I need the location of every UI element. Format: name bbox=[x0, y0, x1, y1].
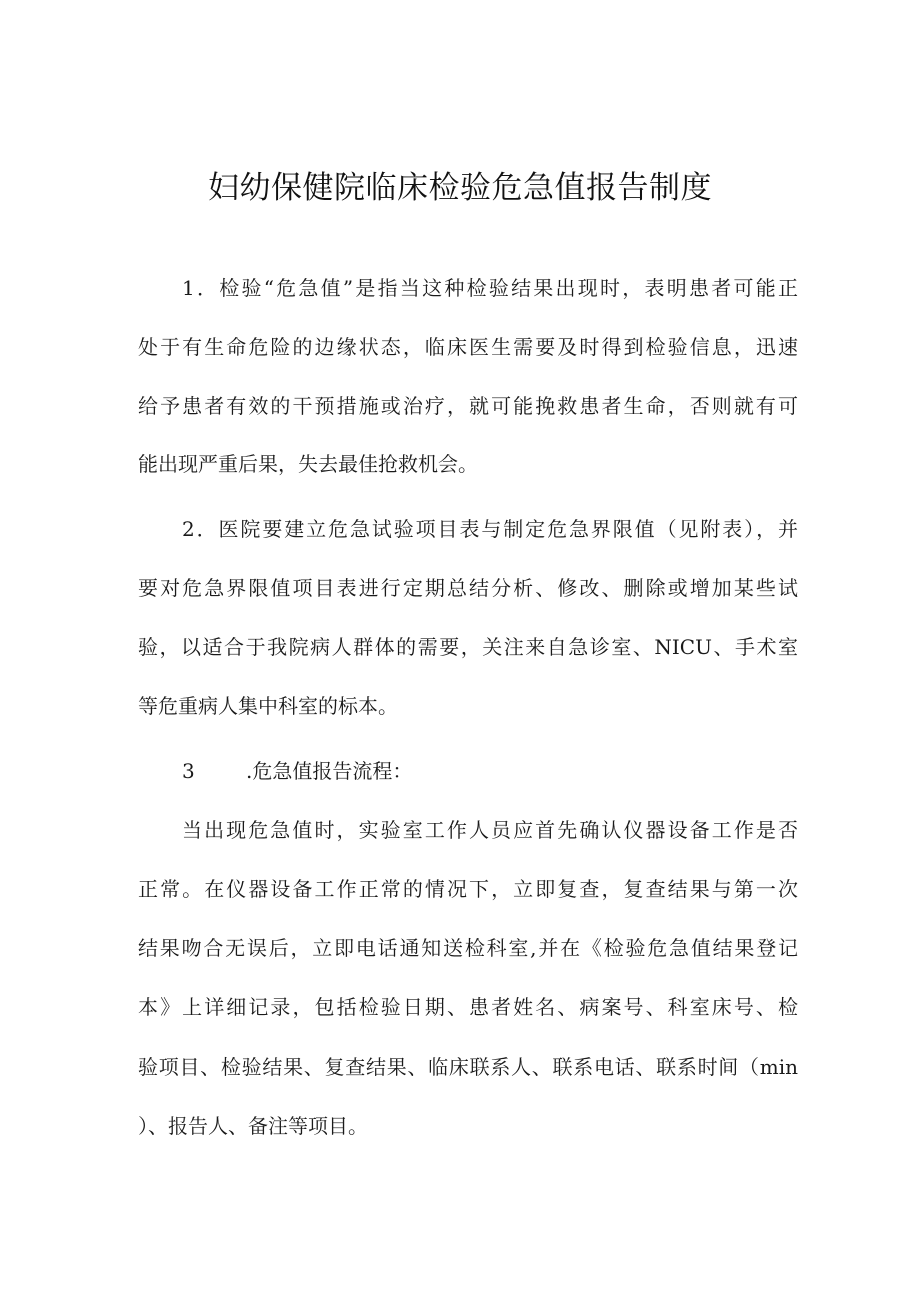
paragraph-2-line-3: 验，以适合于我院病人群体的需要，关注来自急诊室、NICU、手术室 bbox=[138, 635, 798, 659]
paragraph-1-line-4: 能出现严重后果，失去最佳抢救机会。 bbox=[138, 452, 478, 476]
paragraph-4-line-6: ）、报告人、备注等项目。 bbox=[138, 1114, 368, 1138]
section-3-number: 3 bbox=[182, 759, 195, 783]
paragraph-2-line-2: 要对危急界限值项目表进行定期总结分析、修改、删除或增加某些试 bbox=[138, 576, 798, 600]
paragraph-4-line-2: 正常。在仪器设备工作正常的情况下，立即复查，复查结果与第一次 bbox=[138, 877, 798, 901]
paragraph-4-line-3: 结果吻合无误后，立即电话通知送检科室,并在《检验危急值结果登记 bbox=[138, 936, 798, 960]
section-3-text: .危急值报告流程： bbox=[246, 759, 413, 783]
paragraph-1-line-2: 处于有生命危险的边缘状态，临床医生需要及时得到检验信息，迅速 bbox=[138, 335, 798, 359]
paragraph-1-line-1: 1．检验“危急值”是指当这种检验结果出现时，表明患者可能正 bbox=[182, 276, 798, 300]
paragraph-4-line-4: 本》上详细记录，包括检验日期、患者姓名、病案号、科室床号、检 bbox=[138, 995, 798, 1019]
document-title: 妇幼保健院临床检验危急值报告制度 bbox=[208, 170, 712, 206]
section-3-heading bbox=[182, 757, 412, 785]
paragraph-2-line-1: 2．医院要建立危急试验项目表与制定危急界限值（见附表），并 bbox=[182, 517, 798, 541]
paragraph-2-line-4: 等危重病人集中科室的标本。 bbox=[138, 694, 398, 718]
paragraph-4-line-1: 当出现危急值时，实验室工作人员应首先确认仪器设备工作是否 bbox=[182, 818, 798, 842]
paragraph-4-line-5: 验项目、检验结果、复查结果、临床联系人、联系电话、联系时间（min bbox=[138, 1055, 798, 1079]
paragraph-1-line-3: 给予患者有效的干预措施或治疗，就可能挽救患者生命，否则就有可 bbox=[138, 394, 798, 418]
